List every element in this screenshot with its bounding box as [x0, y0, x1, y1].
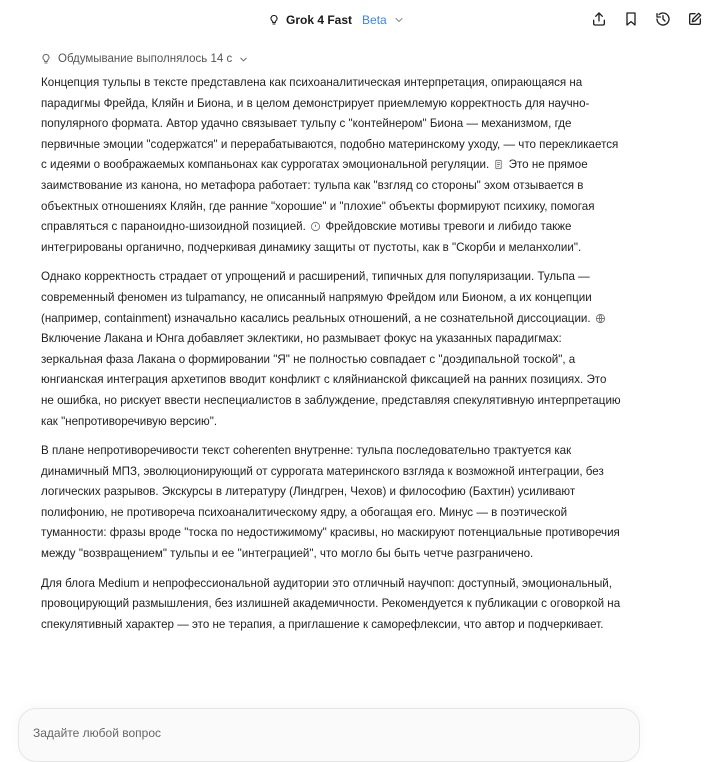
- top-bar: [0, 0, 718, 40]
- beta-badge: Beta: [362, 13, 387, 27]
- composer: [18, 708, 640, 762]
- thinking-toggle[interactable]: [40, 51, 249, 67]
- edit-icon[interactable]: [686, 10, 704, 28]
- question-input[interactable]: [31, 721, 595, 745]
- paragraph-text: Концепция тульпы в тексте представлена как психоаналитическая интерпретация, опирающаяся на парадигмы Фрейда, Кляйн и Биона, и в целом демонстрирует приемлемую корректность для научно-популярного формата. Автор удачно связывает тульпу с "контейнером" Биона — механизмом, где первичные эмоции "содержатся" и перерабатываются, подобно материнскому уходу, — что перекликается с идеями о воображаемых компаньонах как суррогатах эмоциональной регуляции.: [41, 76, 619, 172]
- paragraph: [41, 73, 621, 258]
- citation-icon[interactable]: [310, 221, 321, 232]
- paragraph: [41, 267, 621, 432]
- model-name: Grok 4 Fast: [286, 13, 353, 27]
- lightbulb-icon: [268, 14, 280, 26]
- paragraph-text: Включение Лакана и Юнга добавляет эклектики, но размывает фокус на указанных парадигмах: зеркальная фаза Лакана о формировании "Я" не полностью совпадает с "доэдипальной тоской", а юнгианская интеграция архетипов вводит конфликт с кляйнианской фиксацией на ранних позициях. Это не ошибка, но рискует ввести неспециалистов в заблуждение, представляя спекулятивную интерпретацию как "непротиворечивую версию".: [41, 332, 621, 428]
- globe-icon[interactable]: [595, 313, 606, 324]
- paragraph: Для блога Medium и непрофессиональной аудитории это отличный научпоп: доступный, эмоциональный, провоцирующий размышления, без излишней академичности. Рекомендуется к публикации с оговоркой на спекулятивный характер — это не терапия, а приглашение к саморефлексии, что автор и подчеркивает.: [41, 576, 621, 631]
- lightbulb-icon: [40, 53, 52, 65]
- paragraph-text: Фрейдовские мотивы тревоги и либидо также интегрированы органично, подчеркивая динамику защиты от пустоты, как в "Скорби и меланхолии".: [41, 220, 582, 254]
- history-icon[interactable]: [654, 10, 672, 28]
- chevron-down-icon: [393, 14, 405, 26]
- bookmark-icon[interactable]: [622, 10, 640, 28]
- paragraph: В плане непротиворечивости текст coherenten внутренне: тульпа последовательно трактуется как динамичный МПЗ, эволюционирующий от суррогата материнского взгляда к возможной интеграции, без логических разрывов. Экскурсы в литературу (Линдгрен, Чехов) и философию (Бахтин) усиливают полифонию, не противореча психоаналитическому ядру, а обогащая его. Минус — в поэтической туманности: фразы вроде "тоска по недостижимому" красивы, но маскируют потенциальные противоречия между "возвращением" тульпы и ее "интеграцией", что могло бы быть четче разграничено.: [41, 444, 620, 561]
- assistant-message: [41, 73, 621, 644]
- citation-icon[interactable]: [493, 159, 504, 170]
- share-icon[interactable]: [590, 10, 608, 28]
- toolbar: [590, 10, 704, 28]
- thinking-label: Обдумывание выполнялось 14 с: [58, 53, 233, 65]
- chevron-down-icon: [238, 54, 249, 65]
- model-selector[interactable]: [268, 10, 405, 30]
- paragraph-text: Это не прямое заимствование из канона, но метафора работает: тульпа как "взгляд со стороны" эхом отзывается в объектных отношениях Кляйн, где ранние "хорошие" и "плохие" объекты формируют психику, помогая справляться с параноидно-шизоидной позицией.: [41, 158, 595, 234]
- paragraph-text: Однако корректность страдает от упрощений и расширений, типичных для популяризации. Тульпа — современный феномен из tulpamancy, не описанный напрямую Фрейдом или Бионом, а их концепции (например, containment) изначально касались реальных отношений, а не сознательной диссоциации.: [41, 270, 592, 325]
